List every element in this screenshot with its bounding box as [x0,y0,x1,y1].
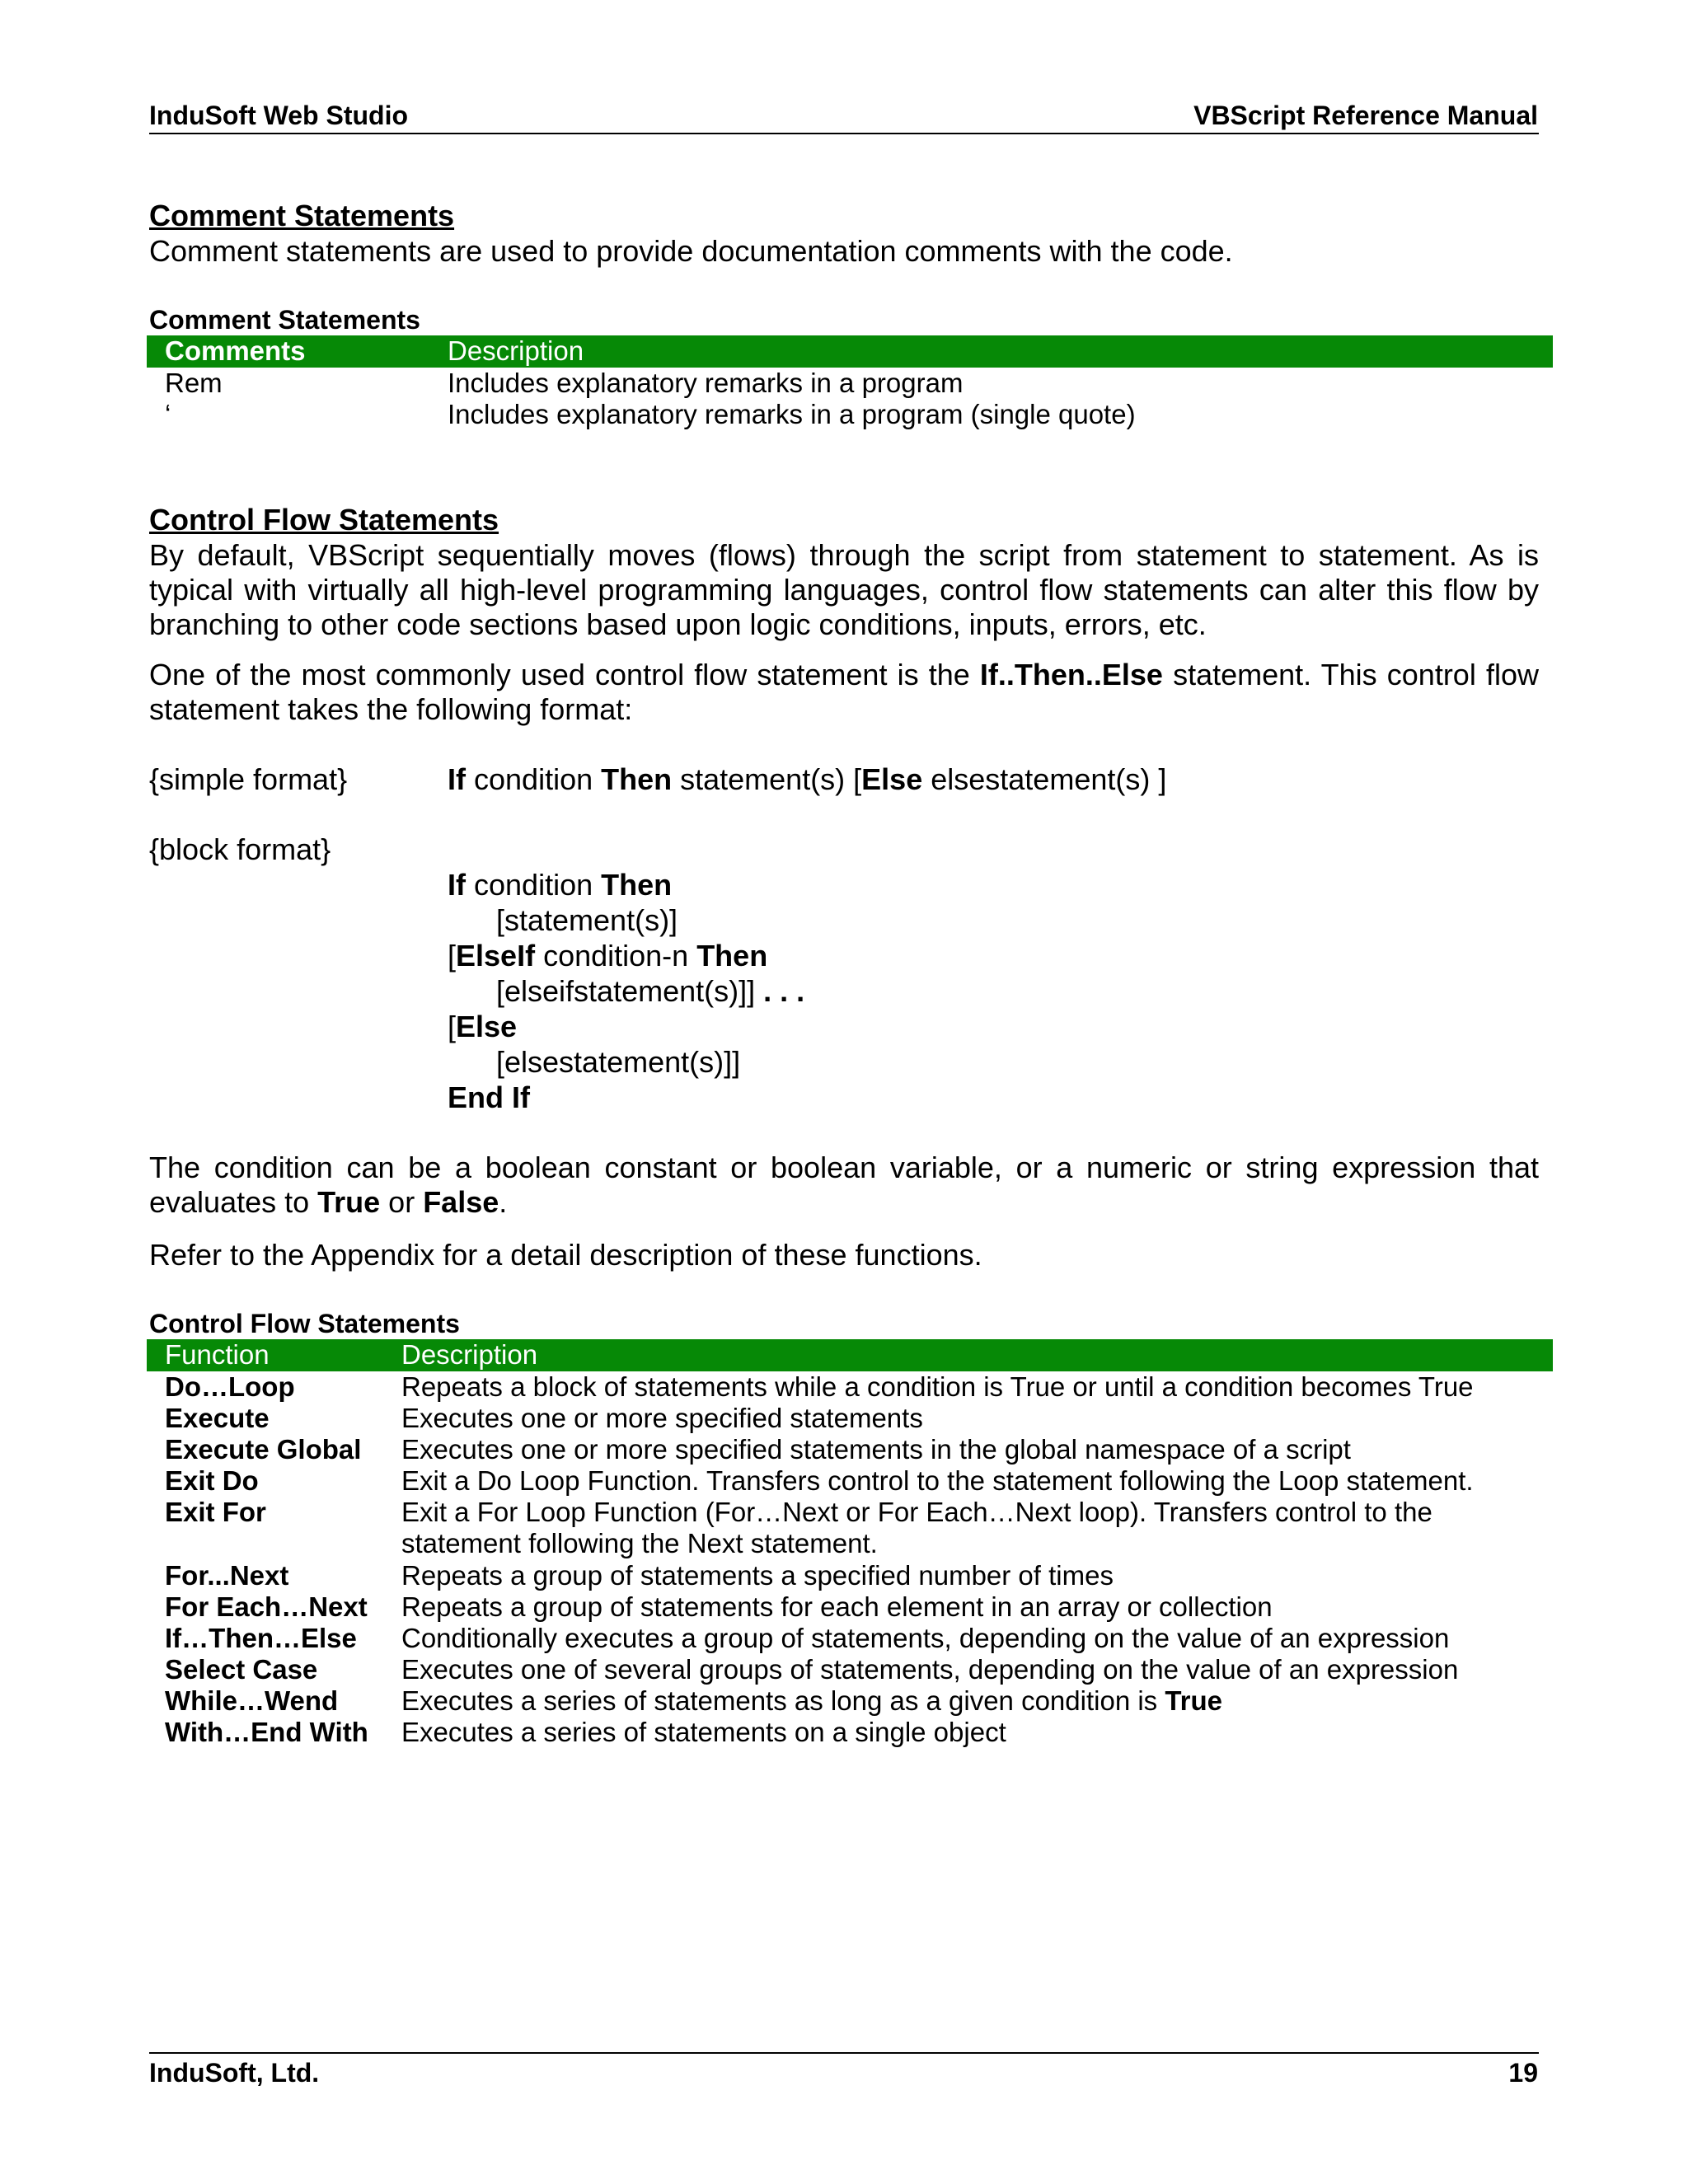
control-para-3 [149,1151,1539,1220]
control-para-2-post: statement. This control flow statement takes the following format: [149,658,1539,726]
comment-col-description: Description [448,335,584,366]
syntax-text: [ [448,939,457,972]
kw-true: True [1165,1685,1223,1716]
control-col-function: Function [165,1339,270,1370]
comment-row-0-name: Rem [165,368,223,398]
comment-col-comments: Comments [165,335,306,366]
control-table-caption: Control Flow Statements [149,1309,460,1338]
simple-format-label: {simple format} [149,762,348,796]
control-row-desc: Executes one or more specified statements in the global namespace of a script [401,1434,1351,1465]
syntax-text: condition-n [535,939,697,972]
comment-section-intro: Comment statements are used to provide documentation comments with the code. [149,234,1233,268]
kw-if: If [448,762,466,796]
block-line-7 [448,1080,530,1115]
para-text: The condition can be a boolean constant or boolean variable, or a numeric or string expression that evaluates to [149,1151,1539,1219]
syntax-text: statement(s) [ [672,762,862,796]
comment-row-0-desc: Includes explanatory remarks in a program [448,368,964,398]
para-text: or [380,1185,424,1219]
control-row-name: Select Case [165,1654,318,1685]
block-line-6: [elsestatement(s)]] [496,1045,741,1079]
control-row-desc: Exit a For Loop Function (For…Next or For Each…Next loop). Transfers control to the [401,1497,1432,1527]
block-line-4 [496,974,804,1009]
comment-row-1-desc: Includes explanatory remarks in a program (single quote) [448,399,1136,429]
control-para-2-bold: If..Then..Else [979,658,1163,691]
comment-row-1-name: ‘ [165,399,171,429]
control-para-4: Refer to the Appendix for a detail description of these functions. [149,1238,982,1272]
control-row-desc: Repeats a block of statements while a condition is True or until a condition becomes True [401,1371,1474,1402]
control-row-name: If…Then…Else [165,1623,357,1653]
syntax-text: condition [466,762,602,796]
control-row-desc: Executes one or more specified statements [401,1403,923,1433]
control-col-description: Description [401,1339,538,1370]
page-number: 19 [1508,2058,1538,2088]
header-right: VBScript Reference Manual [1193,101,1538,130]
control-section-title: Control Flow Statements [149,503,499,537]
syntax-text: elsestatement(s) ] [922,762,1167,796]
control-row-name: Execute Global [165,1434,362,1465]
control-row-desc: Executes a series of statements on a single object [401,1717,1006,1747]
kw-true: True [317,1185,381,1219]
comment-section-title: Comment Statements [149,199,455,232]
control-row-name: Do…Loop [165,1371,295,1402]
control-row-desc: Repeats a group of statements a specified number of times [401,1560,1114,1591]
desc-text: Executes a series of statements as long as a given condition is [401,1685,1165,1716]
syntax-text: condition [466,868,602,902]
control-para-1: By default, VBScript sequentially moves (flows) through the script from statement to statement. As is typical with virtually all high-level programming languages, control flow statements can alter this flow by branching to other code sections based upon logic conditions, inputs, errors, etc. [149,538,1539,641]
kw-else: Else [456,1010,518,1043]
kw-false: False [423,1185,499,1219]
block-line-2: [statement(s)] [496,903,678,937]
header-rule [149,133,1539,134]
kw-elseif: ElseIf [456,939,536,972]
block-line-3 [448,939,767,973]
control-row-name: Exit For [165,1497,266,1527]
kw-end-if: End If [448,1080,530,1114]
control-row-name: With…End With [165,1717,368,1747]
kw-if: If [448,868,466,902]
control-table-header [147,1339,1553,1371]
control-para-2-pre: One of the most commonly used control flow statement is the [149,658,980,691]
footer-rule [149,2052,1539,2054]
control-row-name: For Each…Next [165,1591,368,1622]
control-row-desc: Exit a Do Loop Function. Transfers control to the statement following the Loop statement. [401,1465,1474,1496]
kw-then: Then [696,939,768,972]
kw-else: Else [861,762,923,796]
control-row-desc [401,1685,1222,1717]
control-row-desc-continued: statement following the Next statement. [401,1528,878,1558]
block-line-1 [448,868,672,902]
simple-format-syntax [448,762,1166,797]
comment-table-caption: Comment Statements [149,305,420,335]
para-text: . [499,1185,508,1219]
syntax-text: [ [448,1010,457,1043]
control-para-2 [149,658,1539,727]
comment-table-header [147,335,1553,368]
block-format-label: {block format} [149,832,331,866]
syntax-text: [elseifstatement(s)]] [496,974,756,1008]
control-row-desc: Executes one of several groups of statements, depending on the value of an expression [401,1654,1459,1685]
control-row-desc: Repeats a group of statements for each element in an array or collection [401,1591,1273,1622]
header-left: InduSoft Web Studio [149,101,409,130]
block-line-5 [448,1010,517,1044]
control-row-desc: Conditionally executes a group of statements, depending on the value of an expression [401,1623,1450,1653]
control-row-name: For...Next [165,1560,289,1591]
control-row-name: While…Wend [165,1685,339,1716]
control-row-name: Exit Do [165,1465,259,1496]
footer-left: InduSoft, Ltd. [149,2058,320,2088]
control-row-name: Execute [165,1403,270,1433]
ellipsis: . . . [755,974,805,1008]
kw-then: Then [601,868,673,902]
kw-then: Then [601,762,673,796]
